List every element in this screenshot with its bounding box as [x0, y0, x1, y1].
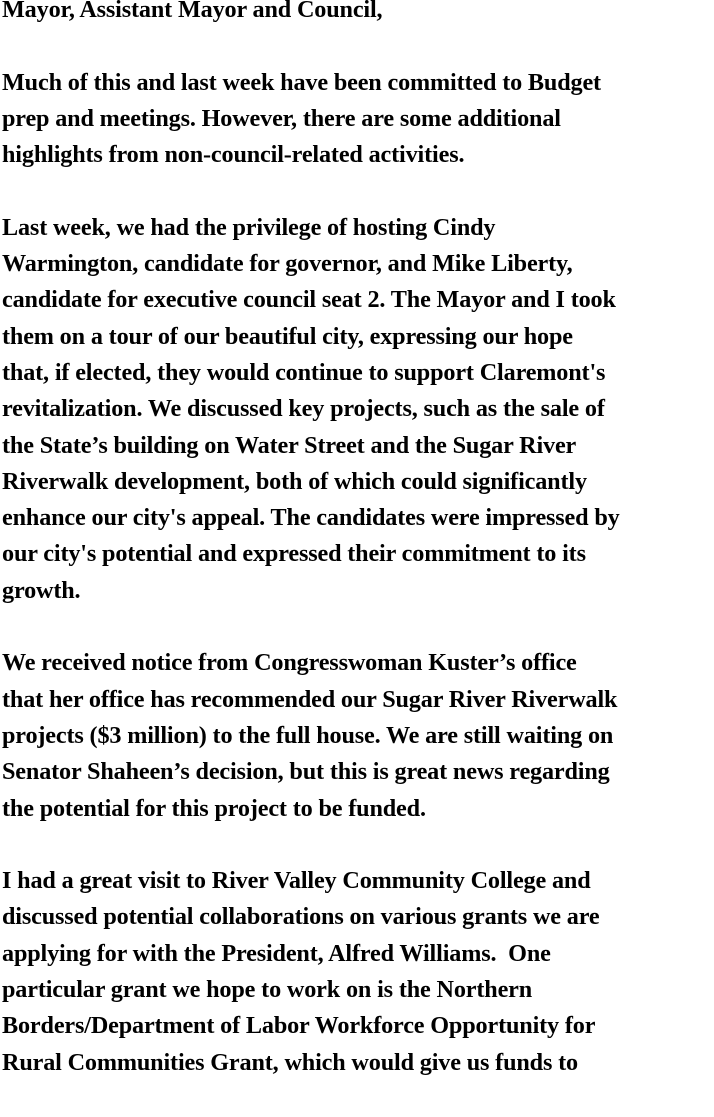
- salutation: Mayor, Assistant Mayor and Council,: [2, 0, 383, 23]
- text-line: the potential for this project to be funded.: [2, 794, 426, 822]
- text-line: revitalization. We discussed key projects, such as the sale of: [2, 395, 605, 423]
- paragraph-budget: [2, 65, 714, 174]
- text-line: highlights from non-council-related activities.: [2, 141, 465, 169]
- text-line: Senator Shaheen’s decision, but this is great news regarding: [2, 758, 610, 786]
- text-line: We received notice from Congresswoman Kuster’s office: [2, 649, 577, 677]
- text-line: that, if elected, they would continue to support Claremont's: [2, 358, 606, 386]
- text-line: prep and meetings. However, there are some additional: [2, 104, 561, 132]
- salutation-paragraph: [2, 0, 714, 28]
- paragraph-riverwalk-funding: [2, 645, 714, 826]
- paragraph-candidates-visit: [2, 210, 714, 609]
- text-line: particular grant we hope to work on is the Northern: [2, 976, 533, 1004]
- text-line: growth.: [2, 576, 81, 604]
- text-line: enhance our city's appeal. The candidates were impressed by: [2, 504, 620, 532]
- text-line: the State’s building on Water Street and the Sugar River: [2, 431, 577, 459]
- text-line: our city's potential and expressed their commitment to its: [2, 540, 586, 568]
- text-line: Much of this and last week have been committed to Budget: [2, 68, 601, 96]
- text-line: Rural Communities Grant, which would give us funds to: [2, 1048, 578, 1076]
- text-line: Riverwalk development, both of which could significantly: [2, 467, 587, 495]
- text-line: projects ($3 million) to the full house. We are still waiting on: [2, 721, 614, 749]
- text-line: Borders/Department of Labor Workforce Opportunity for: [2, 1012, 596, 1040]
- text-line: Warmington, candidate for governor, and Mike Liberty,: [2, 250, 573, 278]
- text-line: Last week, we had the privilege of hosting Cindy: [2, 213, 496, 241]
- paragraph-college-visit: [2, 863, 714, 1081]
- text-line: applying for with the President, Alfred Williams. One: [2, 939, 551, 967]
- text-line: I had a great visit to River Valley Community College and: [2, 867, 591, 895]
- text-line: them on a tour of our beautiful city, expressing our hope: [2, 322, 573, 350]
- text-line: discussed potential collaborations on various grants we are: [2, 903, 600, 931]
- text-line: candidate for executive council seat 2. The Mayor and I took: [2, 286, 616, 314]
- text-line: that her office has recommended our Sugar River Riverwalk: [2, 685, 618, 713]
- document-body: [2, 0, 714, 1117]
